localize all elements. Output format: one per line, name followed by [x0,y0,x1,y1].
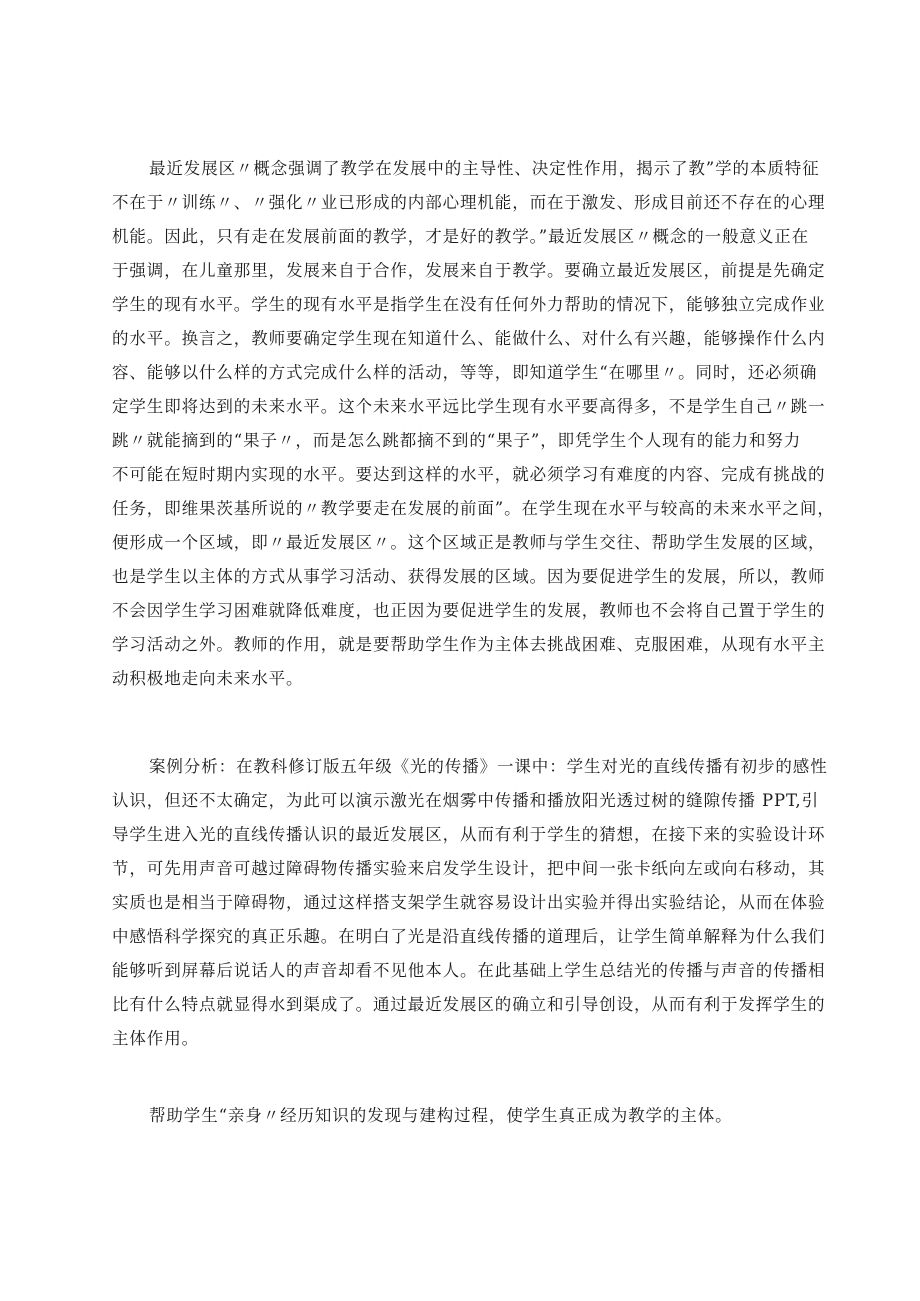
paragraph-line: 学生的现有水平。学生的现有水平是指学生在没有任何外力帮助的情况下，能够独立完成作业 [112,295,826,314]
paragraph-line: 跳〃就能摘到的“果子〃，而是怎么跳都摘不到的“果子”，即凭学生个人现有的能力和努力 [112,431,802,450]
paragraph-line: 中感悟科学探究的真正乐趣。在明白了光是沿直线传播的道理后，让学生简单解释为什么我们 [112,927,826,946]
paragraph-line: 比有什么特点就显得水到渠成了。通过最近发展区的确立和引导创设，从而有利于发挥学生的 [112,995,826,1014]
paragraph-line: 不可能在短时期内实现的水平。要达到这样的水平，就必须学习有难度的内容、完成有挑战的 [112,465,826,484]
paragraph-line: 能够听到屏幕后说话人的声音却看不见他本人。在此基础上学生总结光的传播与声音的传播相 [112,961,826,980]
paragraph-line: 动积极地走向未来水平。 [112,669,304,688]
paragraph-line: 的水平。换言之，教师要确定学生现在知道什么、能做什么、对什么有兴趣，能够操作什么内 [112,329,826,348]
paragraph-line: 于强调，在儿童那里，发展来自于合作，发展来自于教学。要确立最近发展区，前提是先确定 [112,261,826,280]
paragraph-line: 便形成一个区域，即〃最近发展区〃。这个区域正是教师与学生交往、帮助学生发展的区域， [112,533,826,552]
paragraph-line: 节，可先用声音可越过障碍物传播实验来启发学生设计，把中间一张卡纸向左或向右移动，其 [112,859,826,878]
paragraph-line: 定学生即将达到的未来水平。这个未来水平远比学生现有水平要高得多，不是学生自己〃跳一 [112,397,826,416]
paragraph-line: 案例分析：在教科修订版五年级《光的传播》一课中：学生对光的直线传播有初步的感性 [149,757,828,776]
paragraph-line: 最近发展区〃概念强调了教学在发展中的主导性、决定性作用，揭示了教”学的本质特征 [149,159,820,178]
paragraph-line: 任务，即维果茨基所说的〃教学要走在发展的前面”。在学生现在水平与较高的未来水平之间， [112,499,835,518]
paragraph-line: 认识，但还不太确定，为此可以演示激光在烟雾中传播和播放阳光透过树的缝隙传播 PPT,引 [112,791,819,810]
paragraph-case-analysis [112,750,832,1056]
paragraph-line: 不在于〃训练〃、〃强化〃业已形成的内部心理机能，而在于激发、形成目前还不存在的心理 [112,193,826,212]
paragraph-zone-of-proximal-development [112,152,835,696]
paragraph-line: 学习活动之外。教师的作用，就是要帮助学生作为主体去挑战困难、克服困难，从现有水平主 [112,635,826,654]
paragraph-line: 不会因学生学习困难就降低难度，也正因为要促进学生的发展，教师也不会将自己置于学生的 [112,601,826,620]
paragraph-line: 实质也是相当于障碍物，通过这样搭支架学生就容易设计出实验并得出实验结论，从而在体验 [112,893,826,912]
paragraph-line: 容、能够以什么样的方式完成什么样的活动，等等，即知道学生“在哪里〃。同时，还必须确 [112,363,818,382]
paragraph-line: 也是学生以主体的方式从事学习活动、获得发展的区域。因为要促进学生的发展，所以，教师 [112,567,826,586]
paragraph-line: 导学生进入光的直线传播认识的最近发展区，从而有利于学生的猜想，在接下来的实验设计环 [112,825,826,844]
paragraph-line: 主体作用。 [112,1029,199,1048]
paragraph-student-subject [112,1099,832,1133]
paragraph-line: 帮助学生“亲身〃经历知识的发现与建构过程，使学生真正成为教学的主体。 [149,1106,733,1125]
paragraph-line: 机能。因此，只有走在发展前面的教学，才是好的教学。”最近发展区〃概念的一般意义正在 [112,227,810,246]
